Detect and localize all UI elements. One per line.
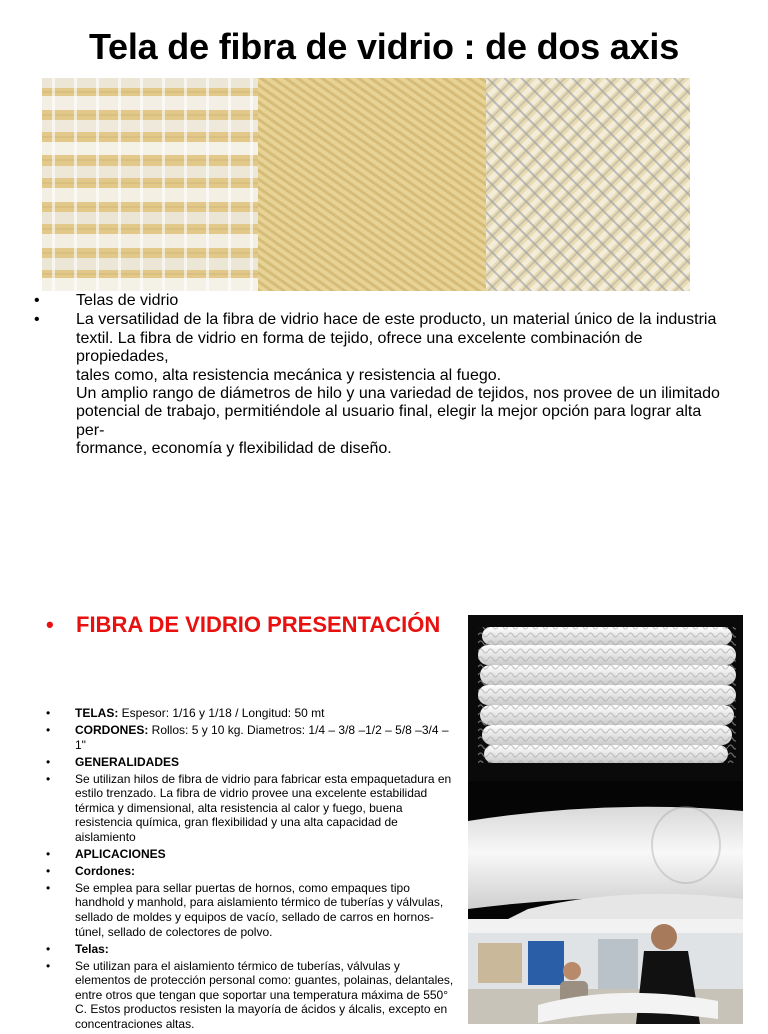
item-label: Cordones: — [75, 863, 135, 878]
paragraph-line: potencial de trabajo, permitiéndole al usuario final, elegir la mejor opción para lograr alta per- — [76, 403, 702, 439]
presentation-bullet-item — [46, 772, 456, 845]
fabric-roll-photo — [468, 781, 743, 919]
bullet-marker: • — [46, 706, 51, 720]
bullet-marker: • — [46, 846, 51, 861]
bullet-marker: • — [46, 941, 51, 956]
fabric-image-strip — [42, 78, 690, 291]
item-label: CORDONES: — [75, 722, 149, 737]
presentation-bullet-item — [46, 959, 456, 1032]
bullet-marker: • — [46, 880, 51, 895]
presentation-bullet-item — [46, 942, 456, 957]
section-heading-text: FIBRA DE VIDRIO PRESENTACIÓN — [76, 612, 441, 637]
slide-title: Tela de fibra de vidrio : de dos axis — [88, 26, 680, 67]
item-text: Espesor: 1/16 y 1/18 / Longitud: 50 mt — [118, 706, 325, 720]
section-heading — [46, 610, 466, 639]
paragraph-line: tales como, alta resistencia mecánica y resistencia al fuego. — [76, 366, 502, 384]
paragraph-line: Telas de vidrio — [76, 292, 179, 309]
product-photos — [468, 615, 743, 1024]
intro-bullet-list — [34, 292, 724, 460]
bullet-marker: • — [46, 612, 54, 637]
bullet-marker: • — [46, 754, 51, 769]
paragraph-line: textil. La fibra de vidrio en forma de tejido, ofrece una excelente combinación de propiedades, — [76, 329, 643, 366]
presentation-bullet-item — [46, 847, 456, 862]
bullet-marker: • — [46, 771, 51, 786]
bullet-marker: • — [34, 292, 40, 309]
presentation-bullet-item — [46, 723, 456, 752]
item-text: Se utilizan hilos de fibra de vidrio para fabricar esta empaquetadura en estilo trenzado. La fibra de vidrio provee una excelente estabilidad térmica y dimensional, alta resistencia al calor y fuego, buena resistencia química, gran flexibilidad y una alta capacidad de aislamiento — [75, 771, 452, 844]
section-heading-list — [46, 610, 466, 639]
rope-coils-photo — [468, 615, 743, 781]
bullet-marker: • — [46, 863, 51, 878]
presentation-bullet-list — [46, 706, 456, 1034]
presentation-bullet-item — [46, 755, 456, 770]
presentation-bullet-item — [46, 881, 456, 939]
bullet-marker: • — [34, 311, 40, 329]
item-label: Telas: — [75, 941, 109, 956]
paragraph-line: Un amplio rango de diámetros de hilo y una variedad de tejidos, nos provee de un ilimitado — [76, 385, 720, 403]
bullet-marker: • — [46, 722, 51, 737]
item-label: TELAS: — [75, 706, 119, 720]
presentation-bullet-item — [46, 706, 456, 721]
item-label: GENERALIDADES — [75, 754, 180, 769]
item-text: Se emplea para sellar puertas de hornos, como empaques tipo handhold y manhold, para aislamiento térmico de tuberías y válvulas, sellado de moldes y equipos de vacío, sellado de carros en hornos-túnel, sellado de colectores de polvo. — [75, 880, 444, 939]
presentation-bullet-item — [46, 864, 456, 879]
crosshatch-fabric-image — [486, 78, 690, 291]
intro-bullet-item — [34, 311, 724, 458]
slide-2 — [0, 580, 768, 1031]
item-text: Se utilizan para el aislamiento térmico de tuberías, válvulas y elementos de protección personal como: guantes, polainas, delantales, entre otros que tengan que soportar una temperatura máxima de 550° C. Estos productos resisten la mayoría de ácidos y álcalis, excepto en concentraciones altas. — [75, 958, 454, 1031]
paragraph-line: La versatilidad de la fibra de vidrio hace de este producto, un material único de la industria — [76, 311, 717, 329]
intro-bullet-item — [34, 292, 724, 310]
workers-photo — [468, 919, 743, 1024]
bullet-marker: • — [46, 958, 51, 973]
diagonal-weave-image — [258, 78, 486, 291]
paragraph-line: formance, economía y flexibilidad de diseño. — [76, 440, 392, 458]
biaxial-fabric-image — [42, 78, 258, 291]
item-text: Rollos: 5 y 10 kg. Diametros: 1/4 – 3/8 –1/2 – 5/8 –3/4 – 1" — [75, 722, 449, 752]
item-label: APLICACIONES — [75, 846, 166, 861]
